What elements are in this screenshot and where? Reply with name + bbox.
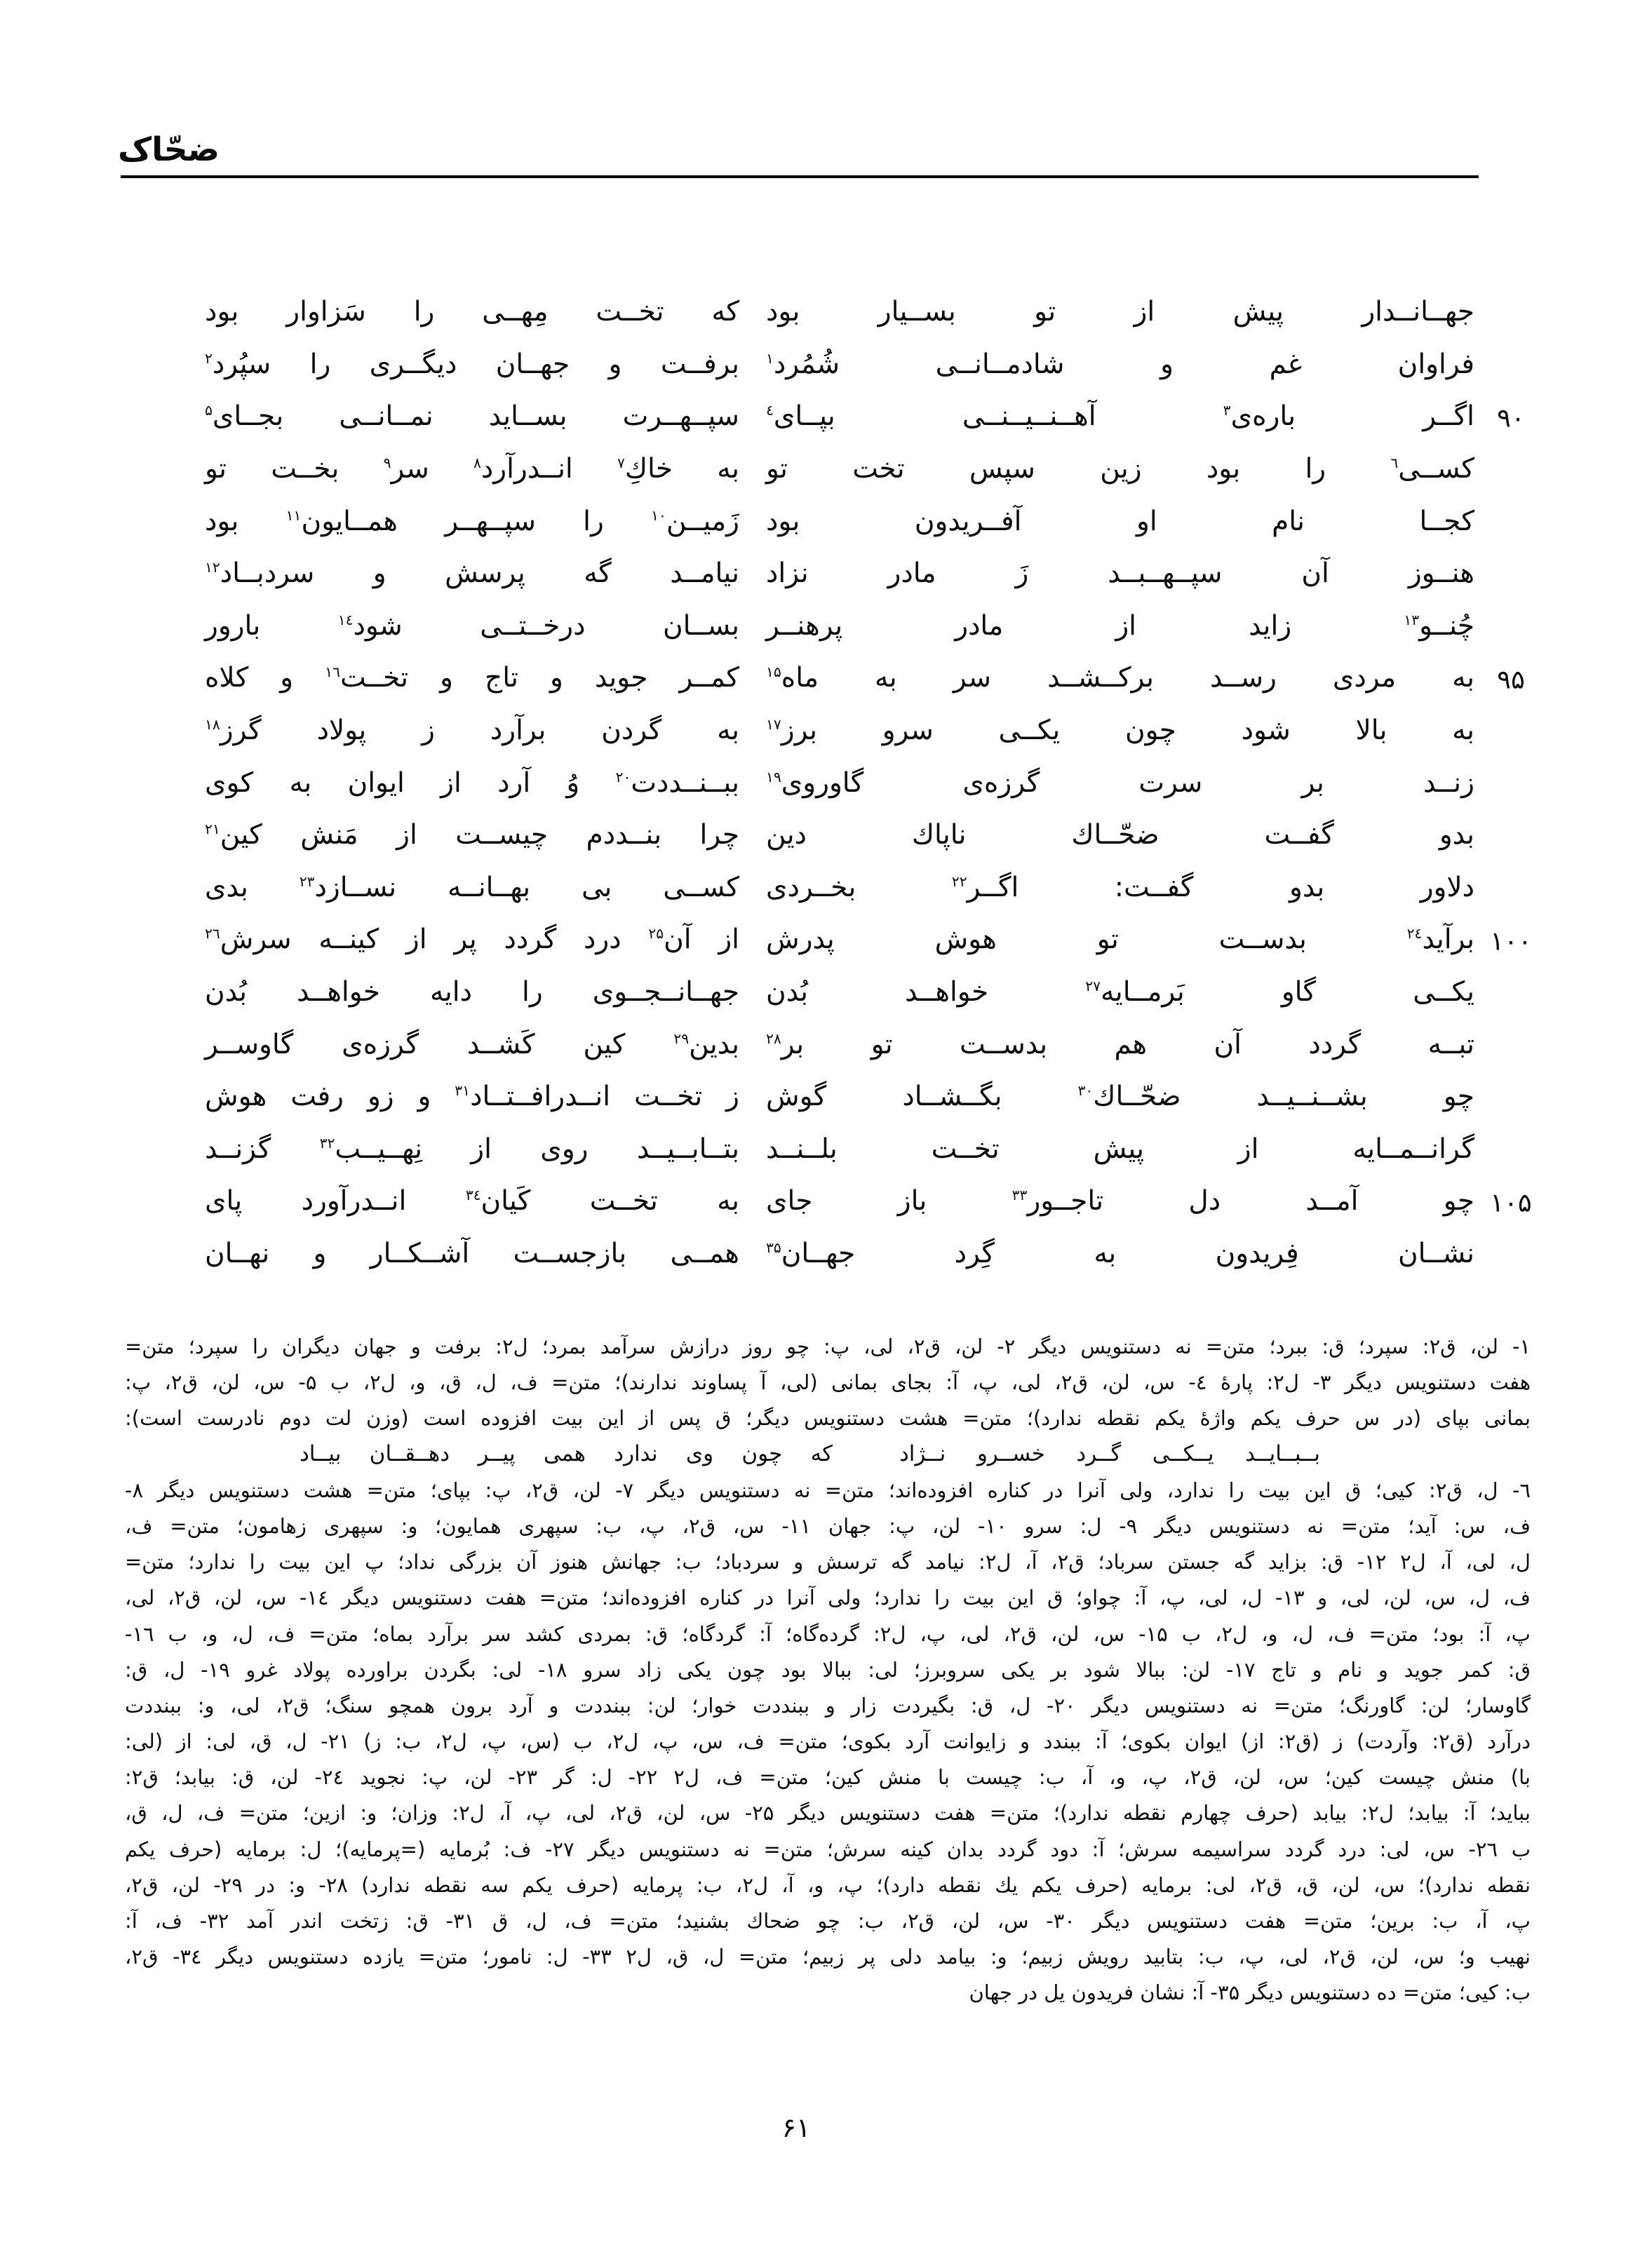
hemistich-left: چرا بنــددم چیســت از مَنش کین$^{۲۱}$ — [205, 819, 739, 851]
footnote-line: پ، آ: بود؛ متن= ف، ل، و، ل۲، ب ۱۵- س، لن، ق۲، لی، پ، ل۲: گرده‌گاه؛ آ: گردگاه؛ ق: بمردی کشد سر برآرد بماه؛ متن= ف، ل، و، ب ۱٦- — [125, 1621, 1531, 1646]
apparatus-verse-left: که چون وی ندارد همی پیــر دهــقــان بیــاد — [300, 1441, 833, 1467]
hemistich-right: کجــا نام او آفــریدون بود — [766, 505, 1474, 537]
footnote-line: گاوسار؛ لن: گاورنگ؛ متن= نه دستنویس دیگر ۲۰- ل، ق: بگیردت زار و ببنددت خوار؛ لن: ببنددت و آرد برون همچو سنگ؛ ق۲، لی، و: ببنددت — [125, 1693, 1531, 1717]
footnote-line: ۱- لن، ق۲: سپرد؛ ق: ببرد؛ متن= نه دستنویس دیگر ۲- لن، ق۲، لی، پ: چو روز درازش سرآمد بمرد؛ ل۲: برفت و جهان دیگران را سپرد؛ متن= — [125, 1335, 1531, 1358]
poem-line — [205, 758, 1474, 811]
hemistich-right: نشــان فِریدون به گِرد جهــان$^{۳۵}$ — [766, 1237, 1474, 1269]
hemistich-right: دلاور بدو گفــت: اگــر$^{۲۲}$ بخــردی — [766, 871, 1474, 903]
footnote-line: هفت دستنویس دیگر ۳- ل۲: پارهٔ ٤- س، لن، ق۲، لی، پ، آ: بجای بمانی (لی، آ پساوند ندارند)؛ متن= ف، ل، ق، و، ل۲، ب ۵- س، لن، ق۲، پ: — [125, 1370, 1531, 1395]
footnote-line: بباید؛ آ: بیابد؛ ل۲: بیابد (حرف چهارم نقطه ندارد)؛ متن= هفت دستنویس دیگر ۲۵- س، لن، ق۲، لی، پ، آ، ل۲: وزان؛ و: ازین؛ متن= ف، ل، ق، — [125, 1801, 1531, 1825]
poem-line — [205, 340, 1474, 393]
poem-line — [205, 1229, 1474, 1282]
poem-line — [205, 706, 1474, 759]
poem-line — [205, 968, 1474, 1020]
hemistich-right: فراوان غم و شادمــانــی شُمُرد$^۱$ — [766, 348, 1474, 380]
footnote-line: ق: کمر جوید و نام و تاج ۱۷- لن: ببالا شود بر یکی سروبرز؛ لی: ببالا بود چون یکی زاد سرو ۱۸- لی: بگردن براورده پولاد غرو ۱۹- ل، ق: — [125, 1657, 1531, 1682]
hemistich-right: تبــه گردد آن هم بدســت تو بر$^{۲۸}$ — [766, 1028, 1474, 1060]
verse-number: ۹۰ — [1497, 403, 1525, 433]
hemistich-left: جهــانــجــوی را دایه خواهــد بُدن — [205, 976, 739, 1008]
poem-line — [205, 1177, 1532, 1229]
footnote-line: ف، س: آید؛ متن= نه دستنویس دیگر ۹- ل: سرو ۱۰- لن، پ: جهان ۱۱- س، ق۲، پ، ب: سپهری همایون؛ و: سپهری زهامون؛ متن= ف، — [125, 1513, 1531, 1538]
apparatus-added-verse — [125, 1437, 1531, 1473]
footnote-line: پ، آ، ب: برین؛ متن= هفت دستنویس دیگر ۳۰- س، لن، ق۲، ب: چو ضحاك بشنید؛ متن= ف، ل، ق ۳۱- ق: زتخت اندر آمد ۳۲- ف، آ: — [125, 1909, 1531, 1933]
hemistich-left: که تخــت مِهــی را سَزاوار بود — [205, 296, 739, 328]
hemistich-right: یکــی گاو بَرمــایه$^{۲۷}$ خواهــد بُدن — [766, 976, 1474, 1008]
poem-line — [205, 497, 1474, 549]
hemistich-left: همــی بازجســت آشــکــار و نهــان — [205, 1237, 739, 1269]
hemistich-left: سپــهــرت بســاید نمــانــی بجــای$^۵$ — [205, 400, 739, 433]
footnote-line: ل، لی، آ، ل۲ ۱۲- ق: بزاید گه جستن سرباد؛ ق۲، آ، ل۲: نیامد گه ترسش و سردباد؛ ب: جهانش هنوز آن بزرگی نداد؛ پ این بیت را ندارد؛ متن= — [125, 1550, 1531, 1574]
hemistich-left: به خاكِ$^۷$ انــدرآرد$^۸$ سر$^۹$ بخــت تو — [205, 453, 740, 485]
hemistich-right: به بالا شود چون یکــی سرو برز$^{۱۷}$ — [766, 715, 1474, 747]
verse-number: ۹۵ — [1497, 664, 1525, 695]
poem-block — [205, 288, 1532, 1281]
poem-line — [205, 602, 1474, 654]
header-rule — [121, 175, 1479, 178]
hemistich-left: بتــابــیــد روی از نِهــیــب$^{۳۲}$ گزنــد — [205, 1133, 739, 1165]
poem-line — [205, 392, 1525, 445]
poem-line — [205, 288, 1474, 340]
hemistich-left: نیامــد گه پرسش و سردبــاد$^{۱۲}$ — [205, 558, 739, 590]
hemistich-left: از آن$^{۲۵}$ درد گردد پر از کینــه سرش$^{۲٦}$ — [205, 924, 739, 956]
footnote-line: نقطه ندارد)؛ س، لن، ق، ق۲، لی: برمایه (حرف یکم یك نقطه دارد)؛ پ، و، آ، ل۲، ب: پرمایه (حرف یکم سه نقطه ندارد) ۲۸- و: در ۲۹- لن، ق۲، — [125, 1872, 1531, 1897]
running-head-chapter-title: ضحّاک — [118, 130, 220, 169]
hemistich-left: کســی بی بهــانــه نســازد$^{۲۳}$ بدی — [205, 871, 739, 903]
poem-line — [205, 654, 1525, 706]
page-number: ۶۱ — [781, 2112, 811, 2143]
poem-line — [205, 445, 1474, 497]
poem-line — [205, 1072, 1474, 1125]
hemistich-right: گرانــمــایه از پیش تخــت بلــنــد — [766, 1133, 1474, 1165]
footnote-line: نهیب و؛ س، لن، ق۲، لی، پ، ب: بتابید رویش زبیم؛ و: بیامد دلی پر زبیم؛ متن= ل، ق، ل۲ ۳۳- ل: نامور؛ متن= یازده دستنویس دیگر ۳٤- ق۲، — [125, 1945, 1531, 1969]
hemistich-right: برآید$^{۲٤}$ بدســت تو هوش پدرش — [766, 924, 1474, 956]
hemistich-right: زنــد بر سرت گرزه‌ی گاوروی$^{۱۹}$ — [766, 767, 1474, 799]
hemistich-left: کمــر جوید و تاج و تخــت$^{۱٦}$ و کلاه — [205, 662, 739, 694]
hemistich-left: ببــنــددت$^{۲۰}$ وُ آرد از ایوان به کوی — [205, 767, 739, 799]
footnote-line: درآرد (ق۲: وآردت) ز (ق۲: از) ایوان بکوی؛ آ: ببندد و زایوانت آرد بکوی؛ متن= ف، س، پ، ل۲، ب (س، پ، ل۲، ب: ز) ۲۱- ل، ق، لی: از (لی: — [125, 1729, 1531, 1754]
hemistich-right: اگــر باره‌ی$^۳$ آهــنــیــنــی بپــای$^٤$ — [766, 400, 1474, 433]
poem-line — [205, 549, 1474, 602]
hemistich-right: به مردی رســد برکــشــد سر به ماه$^{۱۵}$ — [766, 662, 1474, 694]
footnote-line: ب ۲٦- س، لی: درد گردد سراسیمه سرش؛ آ: دود گردد بدان کینه سرش؛ متن= نه دستنویس دیگر ۲۷- ف: بُرمایه (=پرمایه)؛ ل: برمایه (حرف یکم — [125, 1837, 1531, 1861]
verse-number: ۱۰۰ — [1490, 926, 1532, 957]
poem-line — [205, 1020, 1474, 1072]
footnote-line: ف، ل، س، لن، لی، و ۱۳- ل، لی، پ، آ: چواو؛ ق این بیت را ندارد؛ ولی آنرا در کناره افزوده‌اند؛ متن= هفت دستنویس دیگر ۱٤- س، لن، ق۲، لی، — [125, 1586, 1531, 1610]
hemistich-left: بدین$^{۲۹}$ کین کَشــد گرزه‌ی گاوســر — [205, 1028, 739, 1060]
footnote-line: با) منش چیست کین؛ س، لن، ق۲، پ، و، آ، ب: چیست با منش کین؛ متن= ف، ل۲ ۲۲- ل: گر ۲۳- لن، پ: نجوید ۲٤- لن، ق: بیابد؛ ق۲: — [125, 1765, 1531, 1790]
critical-apparatus — [125, 1329, 1531, 2011]
footnote-line: ٦- ل، ق۲: کیی؛ ق این بیت را ندارد، ولی آنرا در کناره افزوده‌اند؛ متن= نه دستنویس دیگر ۷- لن، ق۲، پ: بپای؛ متن= هشت دستنویس دیگر ۸- — [125, 1478, 1531, 1502]
hemistich-right: جهــانــدار پیش از تو بســیار بود — [766, 296, 1474, 328]
apparatus-verse-right: بــبــایــد یــکــی گــرد خســرو نــژاد — [899, 1441, 1320, 1467]
hemistich-left: به گردن برآرد ز پولاد گرز$^{۱۸}$ — [205, 715, 739, 747]
hemistich-left: زَمیــن$^{۱۰}$ را سپــهــر همــایون$^{۱۱}$ بود — [205, 505, 739, 537]
hemistich-right: چو آمــد دل تاجــور$^{۳۳}$ باز جای — [766, 1185, 1474, 1217]
footnote-line: ب: کیی؛ متن= ده دستنویس دیگر ۳۵- آ: نشان فریدون یل در جهان — [969, 1980, 1531, 2005]
poem-line — [205, 1125, 1474, 1177]
hemistich-left: بســان درخــتــی شود$^{۱٤}$ بارور — [205, 609, 739, 642]
hemistich-right: کســی$^٦$ را بود زین سپس تخت تو — [766, 453, 1474, 485]
hemistich-left: ز تخــت انــدرافــتــاد$^{۳۱}$ و زو رفت هوش — [205, 1081, 739, 1113]
poem-line — [205, 811, 1474, 863]
hemistich-right: چُنــو$^{۱۳}$ زاید از مادر پرهنــر — [766, 609, 1474, 642]
hemistich-right: هنــوز آن سپــهــبــد زَ مادر نزاد — [766, 558, 1474, 590]
hemistich-right: بدو گفــت ضحّــاك ناپاك دین — [766, 819, 1474, 851]
hemistich-left: به تخــت کَیان$^{۳٤}$ انــدرآورد پای — [205, 1185, 739, 1217]
poem-line — [205, 863, 1474, 916]
poem-line — [205, 915, 1532, 968]
hemistich-left: برفــت و جهــان دیگــری را سپُرد$^۲$ — [205, 348, 739, 380]
hemistich-right: چو بشــنــیــد ضحّــاك$^{۳۰}$ بگــشــاد گوش — [766, 1081, 1474, 1113]
verse-number: ۱۰۵ — [1490, 1187, 1532, 1218]
footnote-line: بمانی بپای (در س حرف یکم واژهٔ یکم نقطه ندارد)؛ متن= هشت دستنویس دیگر؛ ق پس از این بیت افزوده است (وزن لت دوم نادرست است): — [125, 1406, 1531, 1431]
